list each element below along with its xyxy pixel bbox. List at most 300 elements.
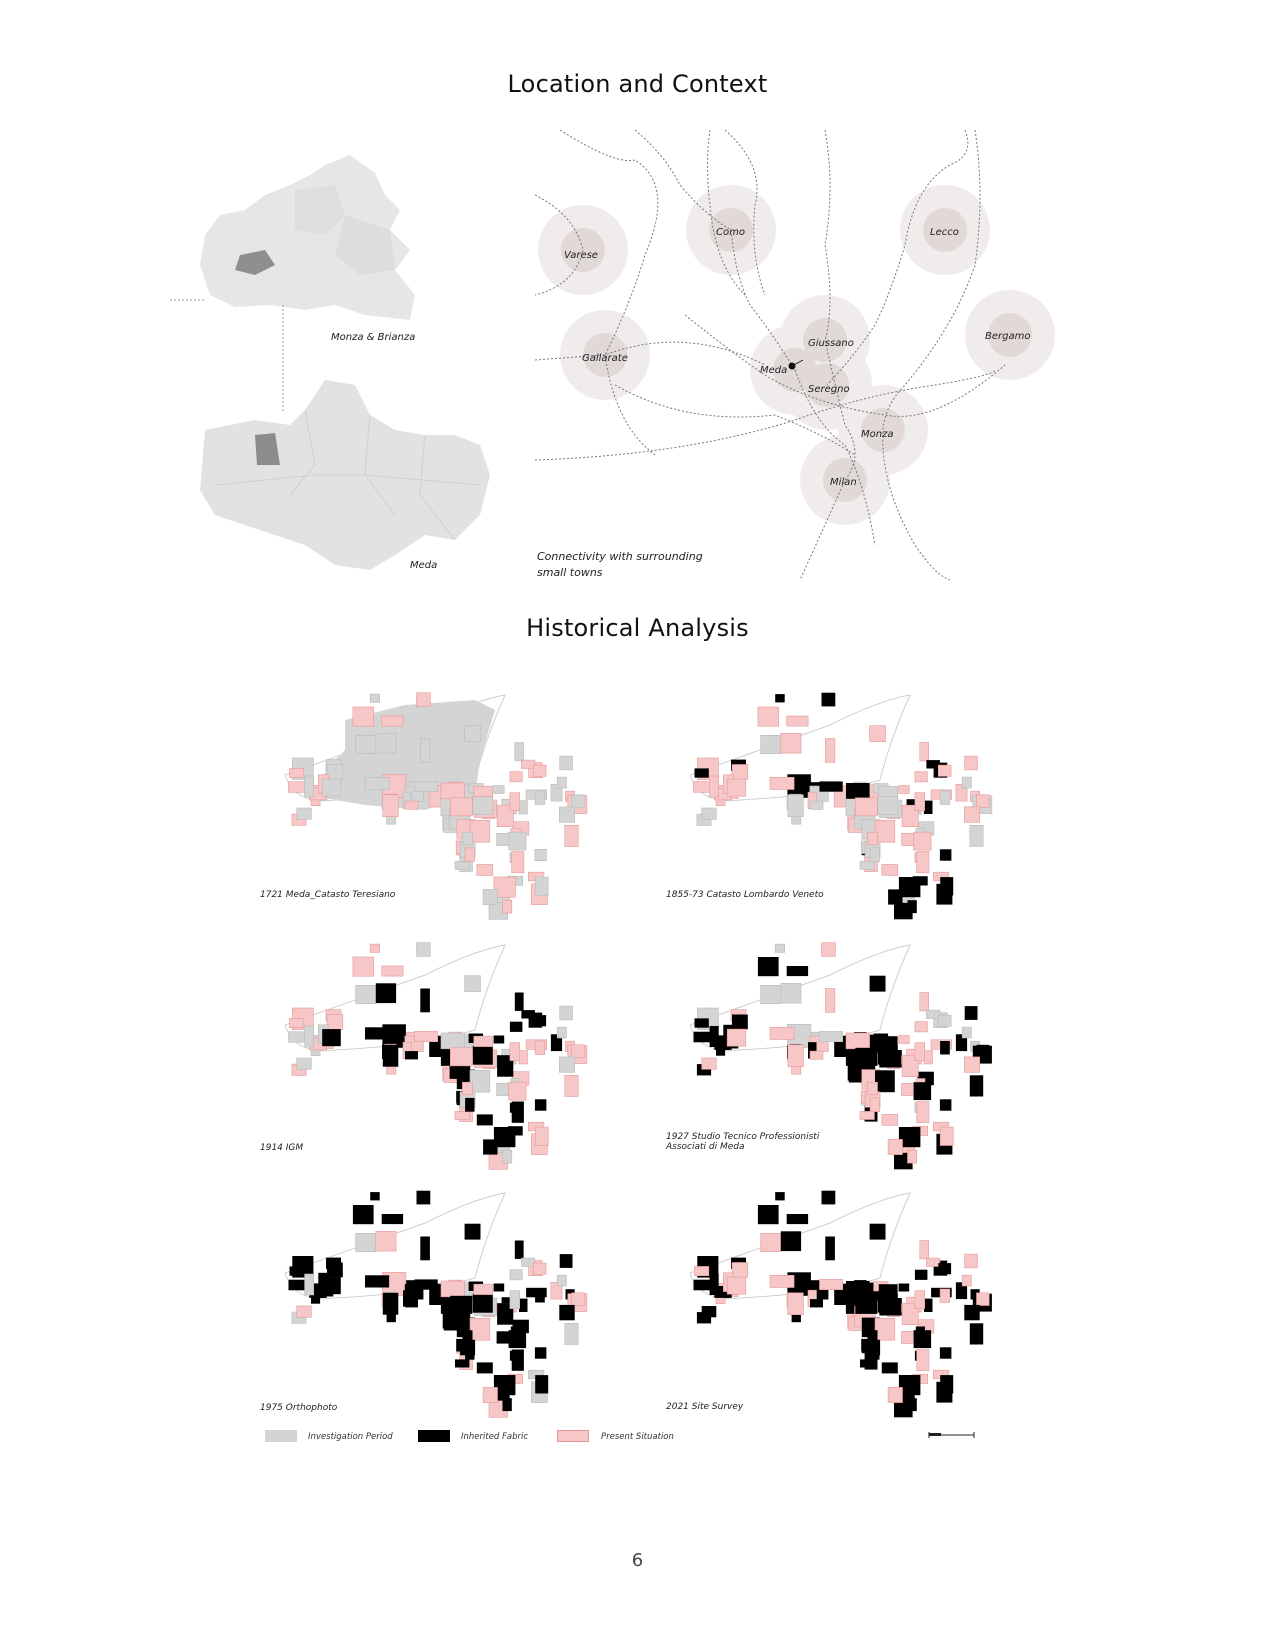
building-block (356, 985, 376, 1003)
building-block (940, 1289, 950, 1303)
building-block (761, 985, 781, 1003)
building-block (882, 864, 898, 875)
building-block (915, 772, 928, 782)
building-block (914, 1082, 932, 1100)
building-block (781, 983, 801, 1003)
building-block (970, 825, 983, 846)
building-block (761, 1233, 781, 1251)
building-block (732, 765, 748, 780)
building-block (559, 1305, 574, 1320)
town-seregno: Seregno (808, 384, 850, 395)
building-block (926, 1258, 940, 1266)
town-bergamo: Bergamo (985, 331, 1031, 342)
building-block (758, 1205, 779, 1224)
building-block (462, 1330, 472, 1343)
building-block (846, 783, 870, 799)
building-block (695, 1018, 709, 1027)
building-block (710, 1026, 719, 1047)
scale-bar (928, 1430, 976, 1442)
connectivity-caption-2: small towns (537, 566, 603, 579)
town-meda: Meda (760, 365, 788, 376)
building-block (473, 1294, 493, 1313)
building-block (882, 1362, 898, 1373)
building-block (494, 1036, 505, 1044)
building-block (465, 1346, 474, 1360)
building-block (879, 1036, 898, 1046)
building-block (477, 1362, 493, 1373)
building-block (915, 1291, 925, 1309)
building-block (875, 820, 895, 842)
building-block (510, 1043, 520, 1061)
building-block (820, 1031, 843, 1041)
building-block (515, 1241, 524, 1259)
building-block (383, 1293, 399, 1315)
building-block (535, 1375, 548, 1393)
building-block (560, 1006, 573, 1020)
building-block (822, 693, 836, 707)
building-block (557, 1275, 566, 1286)
building-block (365, 1275, 389, 1287)
building-block (322, 779, 341, 796)
building-block (470, 1318, 490, 1340)
legend-label-investigation: Investigation Period (308, 1432, 393, 1442)
building-block (405, 801, 418, 809)
building-block (322, 1029, 341, 1046)
building-block (353, 1205, 374, 1224)
building-block (924, 1051, 933, 1064)
building-block (290, 768, 304, 777)
building-block (822, 1191, 836, 1205)
building-block (710, 1274, 719, 1295)
historical-map-1 (690, 693, 992, 920)
building-block (855, 1296, 877, 1314)
building-block (509, 832, 526, 850)
building-block (503, 1150, 512, 1163)
building-block (370, 694, 380, 702)
building-block (565, 1075, 578, 1096)
region-label: Monza & Brianza (331, 332, 416, 343)
building-block (825, 989, 835, 1013)
building-block (870, 848, 879, 862)
connectivity-caption-1: Connectivity with surrounding (537, 550, 703, 563)
building-block (533, 1263, 546, 1274)
building-block (920, 993, 929, 1011)
building-block (512, 852, 524, 873)
building-block (290, 1266, 304, 1275)
building-block (420, 989, 430, 1013)
building-block (899, 1036, 910, 1044)
building-block (970, 1075, 983, 1096)
building-block (465, 1224, 481, 1240)
building-block (383, 795, 399, 817)
building-block (462, 1082, 472, 1095)
building-block (365, 1027, 389, 1039)
legend-swatch-inherited (418, 1430, 450, 1442)
building-block (788, 1293, 804, 1315)
building-block (465, 1098, 474, 1112)
building-block (917, 1350, 929, 1371)
building-block (702, 808, 717, 819)
building-block (405, 1299, 418, 1307)
town-como: Como (716, 227, 745, 238)
building-block (557, 1027, 566, 1038)
legend-swatch-investigation (265, 1430, 297, 1442)
building-block (474, 1284, 493, 1294)
building-block (420, 1237, 430, 1261)
building-block (870, 1346, 879, 1360)
building-block (297, 1058, 312, 1069)
building-block (470, 1070, 490, 1092)
building-block (879, 1284, 898, 1294)
building-block (940, 1375, 953, 1393)
building-block (702, 1058, 717, 1069)
building-block (758, 707, 779, 726)
building-block (965, 1254, 978, 1268)
building-block (775, 944, 785, 952)
building-block (788, 1045, 804, 1067)
building-block (938, 1015, 951, 1026)
town-label: Meda (410, 560, 438, 571)
building-block (727, 1029, 746, 1046)
building-block (908, 1398, 917, 1411)
building-block (846, 1033, 870, 1049)
building-block (924, 1299, 933, 1312)
town-lecco: Lecco (930, 227, 959, 238)
building-block (820, 781, 843, 791)
building-block (535, 1127, 548, 1145)
building-block (474, 1036, 493, 1046)
building-block (353, 707, 374, 726)
building-block (483, 1387, 497, 1402)
historical-map-0 (285, 693, 587, 920)
building-block (559, 1057, 574, 1072)
building-block (572, 1293, 585, 1306)
building-block (810, 801, 823, 809)
building-block (926, 1010, 940, 1018)
building-block (405, 1051, 418, 1059)
building-block (917, 1102, 929, 1123)
building-block (382, 716, 403, 726)
building-block (322, 1277, 341, 1294)
building-block (327, 1263, 343, 1278)
historical-map-2 (285, 943, 587, 1170)
building-block (356, 735, 376, 753)
building-block (473, 1046, 493, 1065)
building-block (382, 1214, 403, 1224)
building-block (415, 781, 438, 791)
building-block (888, 1387, 902, 1402)
building-block (560, 756, 573, 770)
building-block (915, 1022, 928, 1032)
building-block (770, 1275, 794, 1287)
building-block (483, 1139, 497, 1154)
building-block (938, 1263, 951, 1274)
building-block (787, 966, 808, 976)
map-caption-2021: 2021 Site Survey (666, 1402, 744, 1412)
building-block (878, 796, 898, 815)
building-block (977, 1045, 990, 1058)
building-block (535, 849, 547, 860)
building-block (867, 1330, 877, 1343)
town-monza: Monza (861, 429, 894, 440)
building-block (695, 768, 709, 777)
building-block (920, 1241, 929, 1259)
building-block (702, 1306, 717, 1317)
building-block (970, 1323, 983, 1344)
building-block (914, 832, 932, 850)
building-block (510, 1022, 523, 1032)
building-block (964, 807, 979, 822)
building-block (775, 694, 785, 702)
building-block (940, 1041, 950, 1055)
building-block (327, 765, 343, 780)
building-block (915, 1043, 925, 1061)
building-block (781, 1231, 801, 1251)
building-block (450, 1296, 472, 1314)
building-block (494, 1284, 505, 1292)
building-block (875, 1318, 895, 1340)
building-block (535, 1099, 547, 1110)
building-block (535, 1289, 545, 1303)
building-block (572, 795, 585, 808)
building-block (560, 1254, 573, 1268)
building-block (926, 760, 940, 768)
building-block (376, 1231, 396, 1251)
building-block (879, 786, 898, 796)
building-block (888, 889, 902, 904)
building-block (515, 993, 524, 1011)
building-block (297, 1306, 312, 1317)
building-block (914, 1330, 932, 1348)
building-block (920, 743, 929, 761)
building-block (878, 1046, 898, 1065)
building-block (510, 1270, 523, 1280)
building-block (977, 1293, 990, 1306)
building-block (417, 1191, 431, 1205)
building-block (305, 1274, 314, 1295)
building-block (535, 877, 548, 895)
building-block (356, 1233, 376, 1251)
building-block (455, 1359, 469, 1367)
building-block (732, 1015, 748, 1030)
building-block (870, 726, 886, 742)
building-block (908, 900, 917, 913)
building-block (483, 889, 497, 904)
building-block (964, 1305, 979, 1320)
building-block (417, 943, 431, 957)
building-block (770, 777, 794, 789)
building-block (521, 760, 535, 768)
building-block (519, 801, 528, 814)
building-block (559, 807, 574, 822)
map-caption-1855: 1855-73 Catasto Lombardo Veneto (666, 890, 824, 900)
building-block (977, 795, 990, 808)
building-block (512, 1350, 524, 1371)
building-block (370, 1192, 380, 1200)
building-block (297, 808, 312, 819)
building-block (565, 825, 578, 846)
building-block (775, 1192, 785, 1200)
building-block (962, 1027, 971, 1038)
building-block (327, 1015, 343, 1030)
building-block (470, 820, 490, 842)
building-block (455, 861, 469, 869)
building-block (940, 791, 950, 805)
building-block (761, 735, 781, 753)
building-block (465, 726, 481, 742)
building-block (732, 1263, 748, 1278)
building-block (455, 1111, 469, 1119)
building-block (915, 1270, 928, 1280)
building-block (415, 1031, 438, 1041)
building-block (535, 1041, 545, 1055)
building-block (510, 793, 520, 811)
building-block (781, 733, 801, 753)
building-block (940, 1099, 952, 1110)
building-block (822, 943, 836, 957)
building-block (855, 798, 877, 816)
building-block (940, 849, 952, 860)
map-caption-1927-line2: Associati di Meda (666, 1142, 745, 1152)
building-block (820, 1279, 843, 1289)
building-block (787, 716, 808, 726)
building-block (441, 783, 465, 799)
building-block (758, 957, 779, 976)
building-block (535, 1347, 547, 1358)
town-milan: Milan (830, 477, 857, 488)
building-block (860, 1359, 874, 1367)
building-block (899, 1284, 910, 1292)
building-block (924, 801, 933, 814)
building-block (533, 765, 546, 776)
building-block (450, 1048, 472, 1066)
map-caption-1721: 1721 Meda_Catasto Teresiano (260, 890, 396, 900)
building-block (565, 1323, 578, 1344)
building-block (512, 1102, 524, 1123)
building-block (305, 1026, 314, 1047)
building-block (965, 1006, 978, 1020)
building-block (290, 1018, 304, 1027)
town-varese: Varese (564, 250, 598, 261)
building-block (382, 966, 403, 976)
building-block (940, 1347, 952, 1358)
building-block (938, 765, 951, 776)
historical-map-5 (690, 1191, 992, 1418)
building-block (365, 777, 389, 789)
building-block (770, 1027, 794, 1039)
building-block (510, 1291, 520, 1309)
building-block (965, 756, 978, 770)
building-block (727, 779, 746, 796)
building-block (572, 1045, 585, 1058)
building-block (370, 944, 380, 952)
building-block (870, 1098, 879, 1112)
building-block (557, 777, 566, 788)
building-block (825, 1237, 835, 1261)
building-block (787, 1214, 808, 1224)
building-block (855, 1048, 877, 1066)
building-block (521, 1258, 535, 1266)
building-block (477, 1114, 493, 1125)
building-block (533, 1015, 546, 1026)
map-caption-1975: 1975 Orthophoto (260, 1403, 338, 1413)
legend-swatch-present (557, 1430, 589, 1442)
building-block (441, 1281, 465, 1297)
page-number: 6 (631, 1550, 644, 1571)
building-block (535, 791, 545, 805)
history-title: Historical Analysis (526, 614, 749, 642)
building-block (441, 1033, 465, 1049)
building-block (810, 1299, 823, 1307)
building-block (867, 832, 877, 845)
building-block (915, 793, 925, 811)
building-block (870, 976, 886, 992)
building-block (519, 1299, 528, 1312)
building-block (788, 795, 804, 817)
building-block (846, 1281, 870, 1297)
building-block (878, 1294, 898, 1313)
building-block (477, 864, 493, 875)
building-block (383, 1045, 399, 1067)
building-block (710, 776, 719, 797)
building-block (940, 877, 953, 895)
legend-label-inherited: Inherited Fabric (461, 1432, 529, 1442)
building-block (305, 776, 314, 797)
building-block (376, 733, 396, 753)
town-gallarate: Gallarate (582, 353, 628, 364)
building-block (825, 739, 835, 763)
building-block (810, 1051, 823, 1059)
building-block (727, 1277, 746, 1294)
building-block (515, 743, 524, 761)
building-block (870, 1224, 886, 1240)
map-caption-1914: 1914 IGM (260, 1143, 304, 1153)
map-caption-1927: 1927 Studio Tecnico Professionisti (666, 1132, 820, 1142)
building-block (353, 957, 374, 976)
building-block (962, 1275, 971, 1286)
building-block (450, 798, 472, 816)
building-block (860, 1111, 874, 1119)
building-block (415, 1279, 438, 1289)
building-block (474, 786, 493, 796)
building-block (465, 848, 474, 862)
building-block (888, 1139, 902, 1154)
building-block (917, 852, 929, 873)
building-block (417, 693, 431, 707)
building-block (509, 1330, 526, 1348)
building-block (519, 1051, 528, 1064)
building-block (860, 861, 874, 869)
building-block (964, 1057, 979, 1072)
location-title: Location and Context (507, 70, 768, 98)
building-block (376, 983, 396, 1003)
building-block (465, 976, 481, 992)
building-block (503, 900, 512, 913)
building-block (908, 1150, 917, 1163)
building-block (940, 1127, 953, 1145)
town-giussano: Giussano (808, 338, 854, 349)
building-block (509, 1082, 526, 1100)
building-block (462, 832, 472, 845)
building-block (867, 1082, 877, 1095)
building-block (521, 1010, 535, 1018)
building-block (695, 1266, 709, 1275)
building-block (510, 772, 523, 782)
historical-map-4 (285, 1191, 587, 1418)
building-block (473, 796, 493, 815)
building-block (882, 1114, 898, 1125)
legend-label-present: Present Situation (601, 1432, 674, 1442)
